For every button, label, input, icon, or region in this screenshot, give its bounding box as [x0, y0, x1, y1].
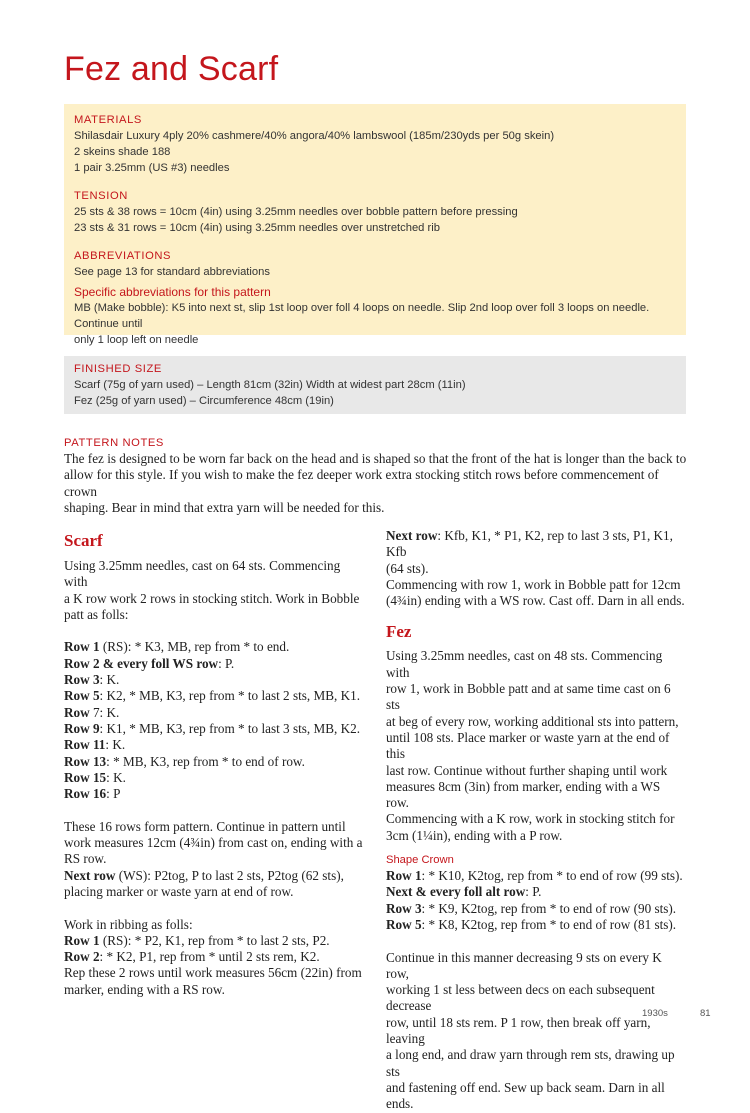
row-label: Row 5	[64, 688, 100, 704]
fez-line: 3cm (1¼in), ending with a P row.	[386, 827, 563, 843]
tension-line: 25 sts & 38 rows = 10cm (4in) using 3.25mm needles over bobble pattern before pressing	[74, 206, 518, 218]
row-label: Row 3	[386, 900, 422, 916]
crown-row: Row 1: * K10, K2tog, rep from * to end of row (99 sts).	[386, 868, 683, 884]
scarf-intro-line: a K row work 2 rows in stocking stitch. Work in Bobble	[64, 590, 360, 606]
finished-size-line: Fez (25g of yarn used) – Circumference 48cm (19in)	[74, 395, 334, 407]
row-label: Row 1	[386, 868, 422, 884]
scarf-next-row: Next row (WS): P2tog, P to last 2 sts, P2tog (62 sts),	[64, 867, 344, 883]
row-label: Row 15	[64, 769, 107, 785]
scarf-next-row-line: placing marker or waste yarn at end of row.	[64, 883, 294, 899]
fez-final-line: and fastening off end. Sew up back seam. Darn in all ends.	[386, 1079, 665, 1112]
row-label: Row 13	[64, 753, 107, 769]
row-label: Row 1	[64, 639, 100, 655]
rib-row: Row 1 (RS): * P2, K1, rep from * to last 2 sts, P2.	[64, 932, 330, 948]
materials-heading: MATERIALS	[74, 114, 142, 126]
materials-box	[64, 104, 686, 346]
row-label: Row 2	[64, 949, 100, 965]
fez-final-line: Continue in this manner decreasing 9 sts on every K row,	[386, 949, 662, 981]
fez-title: Fez	[386, 622, 412, 642]
fez-final-line: row, until 18 sts rem. P 1 row, then break off yarn, leaving	[386, 1014, 651, 1047]
specific-abbreviations-heading: Specific abbreviations for this pattern	[74, 285, 271, 299]
right-next-row: Next row: Kfb, K1, * P1, K2, rep to last 3 sts, P1, K1, Kfb	[386, 528, 673, 560]
footer-section: 1930s	[642, 1008, 668, 1019]
right-next-row-line: (64 sts).	[386, 560, 429, 576]
row-label: Row 9	[64, 720, 100, 736]
specific-abbreviations-line: MB (Make bobble): K5 into next st, slip 1st loop over foll 4 loops on needle. Slip 2nd loop over foll 3 loops on needle. Continue until	[74, 302, 650, 330]
right-cont-line: Commencing with row 1, work in Bobble patt for 12cm	[386, 576, 681, 592]
scarf-title: Scarf	[64, 531, 103, 550]
scarf-row: Row 3: K.	[64, 672, 120, 688]
scarf-para-line: RS row.	[64, 851, 107, 867]
fez-line: Commencing with a K row, work in stocking stitch for	[386, 811, 675, 827]
rib-end-line: marker, ending with a RS row.	[64, 981, 225, 997]
fez-line: last row. Continue without further shaping until work	[386, 762, 668, 778]
pattern-notes-heading: PATTERN NOTES	[64, 437, 164, 449]
materials-line: 2 skeins shade 188	[74, 146, 171, 158]
tension-heading: TENSION	[74, 190, 128, 202]
scarf-para-line: These 16 rows form pattern. Continue in pattern until	[64, 818, 346, 834]
fez-line: until 108 sts. Place marker or waste yarn at the end of this	[386, 729, 670, 762]
abbreviations-text: See page 13 for standard abbreviations	[74, 266, 270, 278]
pattern-notes-line: shaping. Bear in mind that extra yarn will be needed for this.	[64, 499, 385, 515]
finished-size-box	[64, 356, 686, 414]
row-label: Row 5	[386, 916, 422, 932]
fez-column	[386, 528, 686, 1113]
fez-line: Using 3.25mm needles, cast on 48 sts. Commencing with	[386, 648, 663, 680]
specific-abbreviations-line: only 1 loop left on needle	[74, 334, 199, 346]
scarf-intro-line: patt as folls:	[64, 606, 129, 622]
row-label: Row 11	[64, 737, 106, 753]
scarf-row: Row 11: K.	[64, 737, 126, 753]
crown-row: Row 5: * K8, K2tog, rep from * to end of row (81 sts).	[386, 916, 677, 932]
materials-line: Shilasdair Luxury 4ply 20% cashmere/40% angora/40% lambswool (185m/230yds per 50g skein)	[74, 130, 555, 142]
scarf-intro-line: Using 3.25mm needles, cast on 64 sts. Commencing with	[64, 558, 341, 590]
pattern-notes-line: The fez is designed to be worn far back on the head and is shaped so that the front of the hat is longer than the back to	[64, 451, 687, 466]
scarf-row: Row 7: K.	[64, 704, 120, 720]
crown-row: Row 3: * K9, K2tog, rep from * to end of row (90 sts).	[386, 900, 677, 916]
pattern-notes-line: allow for this style. If you wish to make the fez deeper work extra stocking stitch rows before commencement of crown	[64, 467, 659, 499]
abbreviations-heading: ABBREVIATIONS	[74, 250, 172, 262]
fez-line: measures 8cm (3in) from marker, ending with a WS row.	[386, 778, 661, 811]
page-title: Fez and Scarf	[64, 50, 279, 88]
fez-final-line: working 1 st less between decs on each subsequent decrease	[386, 982, 655, 1014]
rib-row: Row 2: * K2, P1, rep from * until 2 sts rem, K2.	[64, 949, 320, 965]
materials-line: 1 pair 3.25mm (US #3) needles	[74, 162, 230, 174]
row-label: Row 1	[64, 932, 100, 948]
row-label: Next row	[64, 867, 116, 883]
scarf-row: Row 13: * MB, K3, rep from * to end of row.	[64, 753, 305, 769]
scarf-column	[64, 530, 364, 998]
row-label: Row 3	[64, 672, 100, 688]
pattern-notes	[64, 435, 688, 516]
fez-line: at beg of every row, working additional sts into pattern,	[386, 713, 679, 729]
page-number: 81	[700, 1008, 711, 1019]
fez-line: row 1, work in Bobble patt and at same time cast on 6 sts	[386, 681, 671, 713]
scarf-para-line: work measures 12cm (4¾in) from cast on, ending with a	[64, 835, 363, 851]
row-label: Next & every foll alt row	[386, 884, 526, 900]
scarf-row: Row 16: P	[64, 786, 121, 802]
row-label: Next row	[386, 528, 438, 543]
row-label: Row	[64, 704, 90, 720]
finished-size-line: Scarf (75g of yarn used) – Length 81cm (32in) Width at widest part 28cm (11in)	[74, 379, 466, 391]
crown-row: Next & every foll alt row: P.	[386, 884, 542, 900]
tension-line: 23 sts & 31 rows = 10cm (4in) using 3.25mm needles over unstretched rib	[74, 222, 440, 234]
fez-final-line: a long end, and draw yarn through rem sts, drawing up sts	[386, 1047, 675, 1079]
scarf-row: Row 1 (RS): * K3, MB, rep from * to end.	[64, 639, 290, 655]
scarf-row: Row 2 & every foll WS row: P.	[64, 655, 235, 671]
scarf-row: Row 5: K2, * MB, K3, rep from * to last 2 sts, MB, K1.	[64, 688, 360, 704]
scarf-row: Row 15: K.	[64, 769, 126, 785]
finished-size-heading: FINISHED SIZE	[74, 363, 162, 375]
ribbing-intro: Work in ribbing as folls:	[64, 916, 193, 932]
row-label: Row 2 & every foll WS row	[64, 655, 219, 671]
scarf-row: Row 9: K1, * MB, K3, rep from * to last 3 sts, MB, K2.	[64, 720, 360, 736]
row-label: Row 16	[64, 786, 107, 802]
right-cont-line: (4¾in) ending with a WS row. Cast off. Darn in all ends.	[386, 593, 685, 609]
shape-crown-heading: Shape Crown	[386, 854, 454, 867]
rib-end-line: Rep these 2 rows until work measures 56cm (22in) from	[64, 965, 362, 981]
